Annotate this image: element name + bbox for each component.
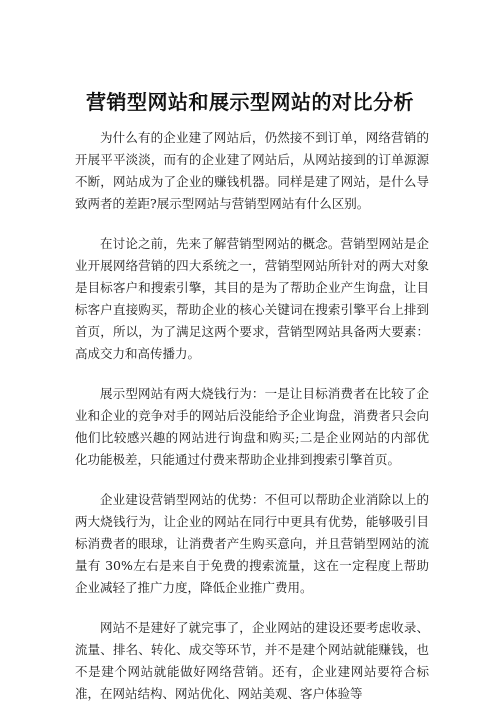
paragraph: 网站不是建好了就完事了，企业网站的建设还要考虑收录、流量、排名、转化、成交等环节，并不是建个网站就能赚钱，也不是建个网站就能做好网络营销。还有，企业建网站要符合标准，在网站结构、网站优化、网站美观、客户体验等	[75, 620, 429, 701]
document-body	[75, 127, 429, 705]
paragraph: 企业建设营销型网站的优势：不但可以帮助企业消除以上的两大烧钱行为，让企业的网站在同行中更具有优势，能够吸引目标消费者的眼球，让消费者产生购买意向，并且营销型网站的流量有 30%左右是来自于免费的搜索流量，这在一定程度上帮助企业减轻了推广力度，降低企业推广费用。	[75, 492, 429, 595]
document-title: 营销型网站和展示型网站的对比分析	[86, 90, 414, 114]
paragraph: 展示型网站有两大烧钱行为：一是让目标消费者在比较了企业和企业的竞争对手的网站后没能给予企业询盘，消费者只会向他们比较感兴趣的网站进行询盘和购买;二是企业网站的内部优化功能极差，只能通过付费来帮助企业排到搜索引擎首页。	[75, 386, 429, 467]
paragraph: 在讨论之前，先来了解营销型网站的概念。营销型网站是企业开展网络营销的四大系统之一，营销型网站所针对的两大对象是目标客户和搜索引擎，其目的是为了帮助企业产生询盘，让目标客户直接购买，帮助企业的核心关键词在搜索引擎平台上排到首页，所以，为了满足这两个要求，营销型网站具备两大要素：高成交力和高传播力。	[75, 236, 429, 361]
paragraph: 为什么有的企业建了网站后，仍然接不到订单，网络营销的开展平平淡淡，而有的企业建了网站后，从网站接到的订单源源不断，网站成为了企业的赚钱机器。同样是建了网站，是什么导致两者的差距?展示型网站与营销型网站有什么区别。	[75, 130, 429, 211]
